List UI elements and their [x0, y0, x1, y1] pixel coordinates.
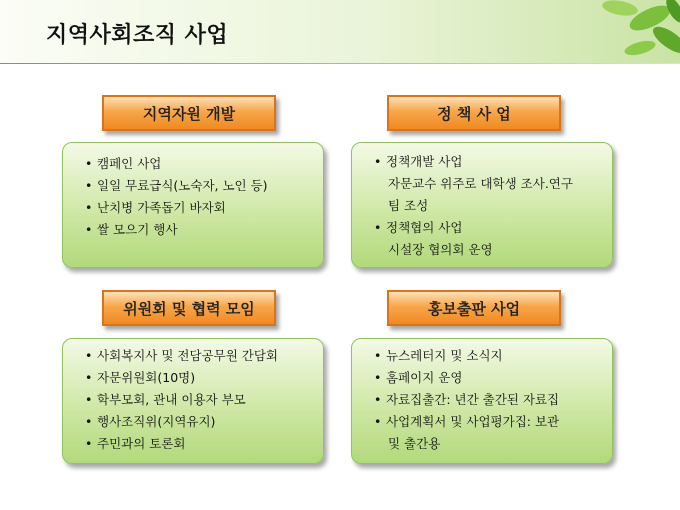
section-content-resources — [62, 142, 324, 268]
list-item: • 홈페이지 운영 — [374, 367, 600, 389]
header-bar — [0, 0, 680, 64]
section-content-policy — [351, 142, 613, 268]
section-content-publicity — [351, 338, 613, 464]
section-content-committee — [62, 338, 324, 464]
leaves-decoration-icon — [520, 0, 680, 64]
list-item: • 주민과의 토론회 — [85, 433, 311, 455]
list-item: • 행사조직위(지역유지) — [85, 411, 311, 433]
list-item: • 자문위원회(10명) — [85, 367, 311, 389]
list-item: • 일일 무료급식(노숙자, 노인 등) — [85, 175, 311, 197]
list-item: • 뉴스레터지 및 소식지 — [374, 345, 600, 367]
section-label-publicity: 홍보출판 사업 — [387, 290, 561, 326]
section-label-resources: 지역자원 개발 — [102, 95, 276, 131]
list-item: • 사회복지사 및 전담공무원 간담회 — [85, 345, 311, 367]
list-item: • 자료집출간: 년간 출간된 자료집 — [374, 389, 600, 411]
list-item: • 정책협의 사업 시설장 협의회 운영 — [374, 217, 600, 261]
list-item: • 정책개발 사업 자문교수 위주로 대학생 조사.연구 팀 조성 — [374, 151, 600, 217]
page-title: 지역사회조직 사업 — [46, 23, 229, 48]
list-item: • 쌀 모으기 행사 — [85, 219, 311, 241]
list-item: • 캠페인 사업 — [85, 153, 311, 175]
list-item: • 사업계획서 및 사업평가집: 보관 및 출간용 — [374, 411, 600, 455]
list-item: • 학부모회, 관내 이용자 부모 — [85, 389, 311, 411]
section-label-committee: 위원회 및 협력 모임 — [102, 290, 276, 326]
header-divider — [0, 63, 680, 64]
list-item: • 난치병 가족돕기 바자회 — [85, 197, 311, 219]
section-label-policy: 정 책 사 업 — [387, 95, 561, 131]
